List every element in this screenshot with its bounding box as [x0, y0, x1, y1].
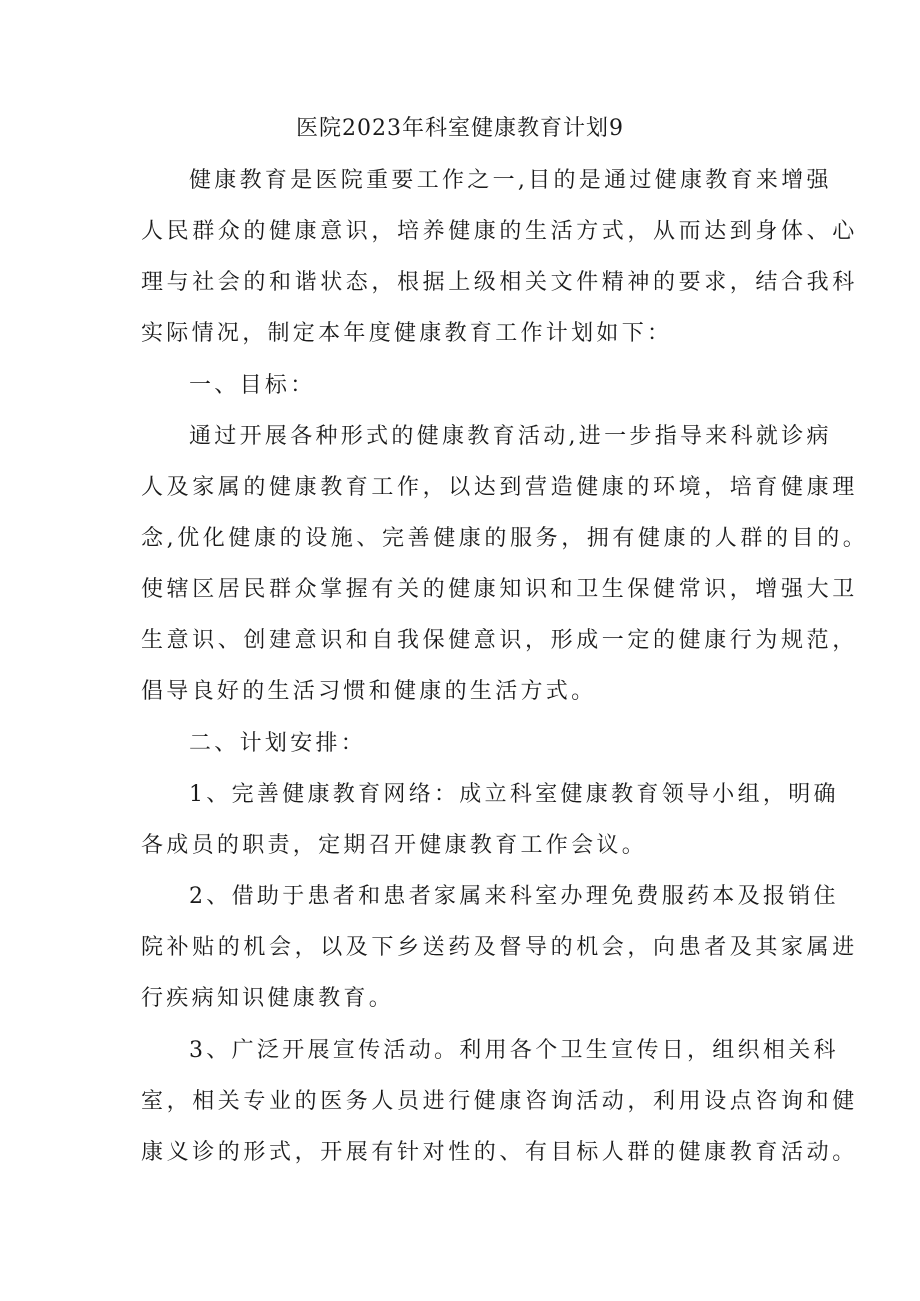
- section-heading: 二、计划安排：: [189, 731, 367, 756]
- paragraph-line: 健康教育是医院重要工作之一,目的是通过健康教育来增强: [189, 168, 832, 193]
- section-heading: 一、目标：: [189, 373, 316, 398]
- paragraph-line: 人及家属的健康教育工作，以达到营造健康的环境，培育健康理: [141, 475, 858, 500]
- paragraph-line: 实际情况，制定本年度健康教育工作计划如下：: [141, 321, 673, 346]
- paragraph-line: 3、广泛开展宣传活动。利用各个卫生宣传日，组织相关科: [189, 1038, 839, 1063]
- paragraph-line: 通过开展各种形式的健康教育活动,进一步指导来科就诊病: [189, 424, 832, 449]
- document-title: 医院2023年科室健康教育计划9: [296, 116, 624, 141]
- paragraph-line: 人民群众的健康意识，培养健康的生活方式，从而达到身体、心: [141, 219, 858, 244]
- paragraph-line: 康义诊的形式，开展有针对性的、有目标人群的健康教育活动。: [141, 1140, 858, 1165]
- paragraph-line: 生意识、创建意识和自我保健意识，形成一定的健康行为规范，: [141, 628, 858, 653]
- paragraph-line: 室，相关专业的医务人员进行健康咨询活动，利用设点咨询和健: [141, 1089, 858, 1114]
- paragraph-line: 1、完善健康教育网络：成立科室健康教育领导小组，明确: [189, 782, 839, 807]
- paragraph-line: 理与社会的和谐状态，根据上级相关文件精神的要求，结合我科: [141, 270, 858, 295]
- paragraph-line: 院补贴的机会，以及下乡送药及督导的机会，向患者及其家属进: [141, 935, 858, 960]
- paragraph-line: 念,优化健康的设施、完善健康的服务，拥有健康的人群的目的。: [141, 526, 869, 551]
- paragraph-line: 倡导良好的生活习惯和健康的生活方式。: [141, 679, 597, 704]
- paragraph-line: 各成员的职责，定期召开健康教育工作会议。: [141, 833, 648, 858]
- paragraph-line: 行疾病知识健康教育。: [141, 986, 395, 1011]
- paragraph-line: 使辖区居民群众掌握有关的健康知识和卫生保健常识，增强大卫: [141, 577, 858, 602]
- paragraph-line: 2、借助于患者和患者家属来科室办理免费服药本及报销住: [189, 884, 839, 909]
